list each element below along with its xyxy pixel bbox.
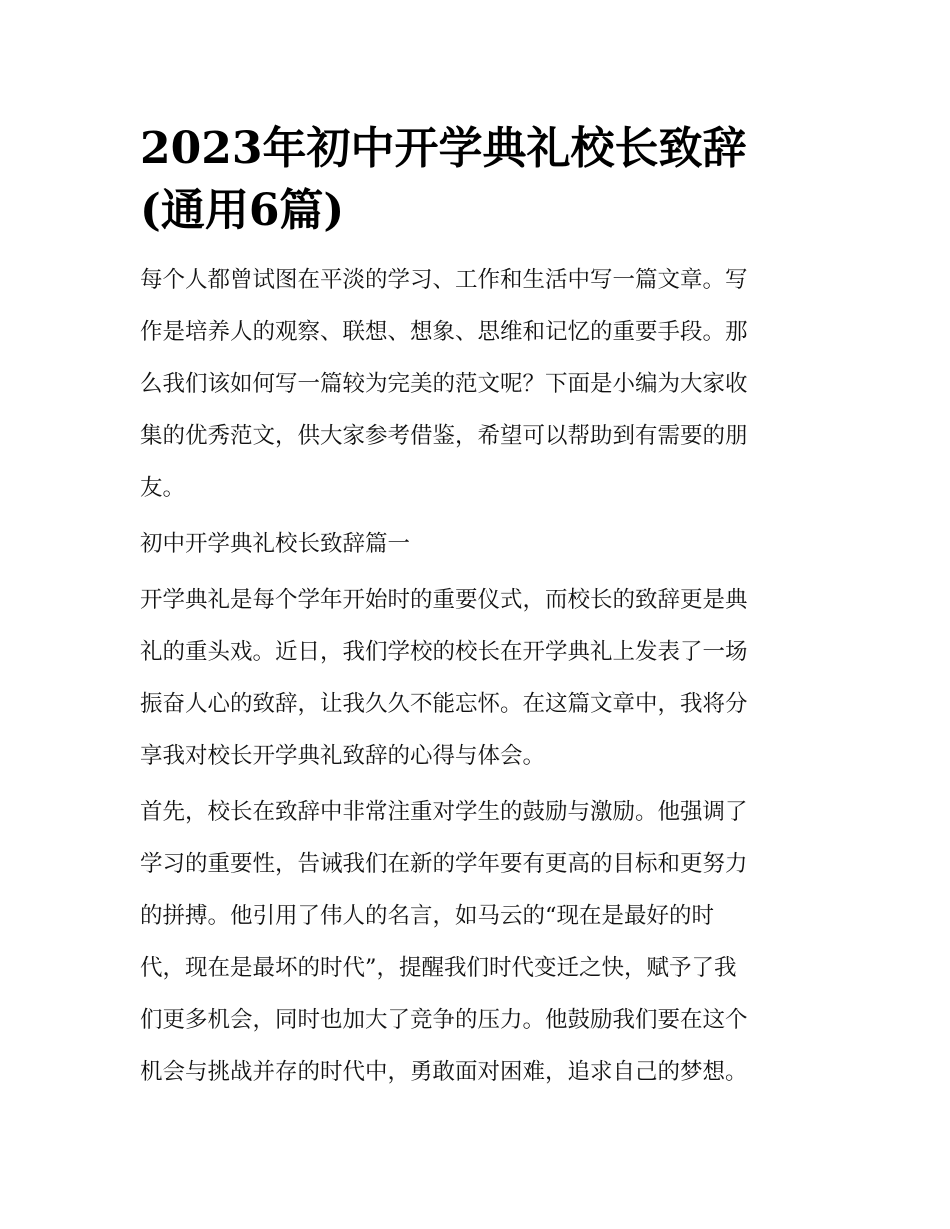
text-line: 友。	[140, 475, 186, 501]
document-title	[140, 118, 815, 242]
paragraph-2	[140, 786, 815, 1098]
paragraph-1	[140, 574, 815, 782]
text-line: 机会与挑战并存的时代中，勇敢面对困难，追求自己的梦想。	[140, 1059, 748, 1085]
text-line: 享我对校长开学典礼致辞的心得与体会。	[140, 743, 546, 769]
text-line: 作是培养人的观察、联想、想象、思维和记忆的重要手段。那	[140, 319, 748, 345]
text-line: 的拼搏。他引用了伟人的名言，如马云的“现在是最好的时	[140, 903, 715, 929]
title-line: 2023年初中开学典礼校长致辞	[140, 123, 747, 174]
text-line: 集的优秀范文，供大家参考借鉴，希望可以帮助到有需要的朋	[140, 423, 748, 449]
intro-paragraph	[140, 254, 815, 514]
text-line: 振奋人心的致辞，让我久久不能忘怀。在这篇文章中，我将分	[140, 691, 748, 717]
text-line: 礼的重头戏。近日，我们学校的校长在开学典礼上发表了一场	[140, 639, 748, 665]
document-body	[140, 118, 815, 1098]
text-line: 每个人都曾试图在平淡的学习、工作和生活中写一篇文章。写	[140, 267, 748, 293]
text-line: 们更多机会，同时也加大了竞争的压力。他鼓励我们要在这个	[140, 1007, 748, 1033]
text-line: 开学典礼是每个学年开始时的重要仪式，而校长的致辞更是典	[140, 587, 748, 613]
title-line: (通用6篇)	[140, 185, 345, 236]
text-line: 首先，校长在致辞中非常注重对学生的鼓励与激励。他强调了	[140, 799, 748, 825]
text-line: 么我们该如何写一篇较为完美的范文呢？下面是小编为大家收	[140, 371, 748, 397]
section-heading: 初中开学典礼校长致辞篇一	[140, 531, 411, 557]
text-line: 学习的重要性，告诫我们在新的学年要有更高的目标和更努力	[140, 851, 748, 877]
text-line: 代，现在是最坏的时代”，提醒我们时代变迁之快，赋予了我	[140, 955, 737, 981]
